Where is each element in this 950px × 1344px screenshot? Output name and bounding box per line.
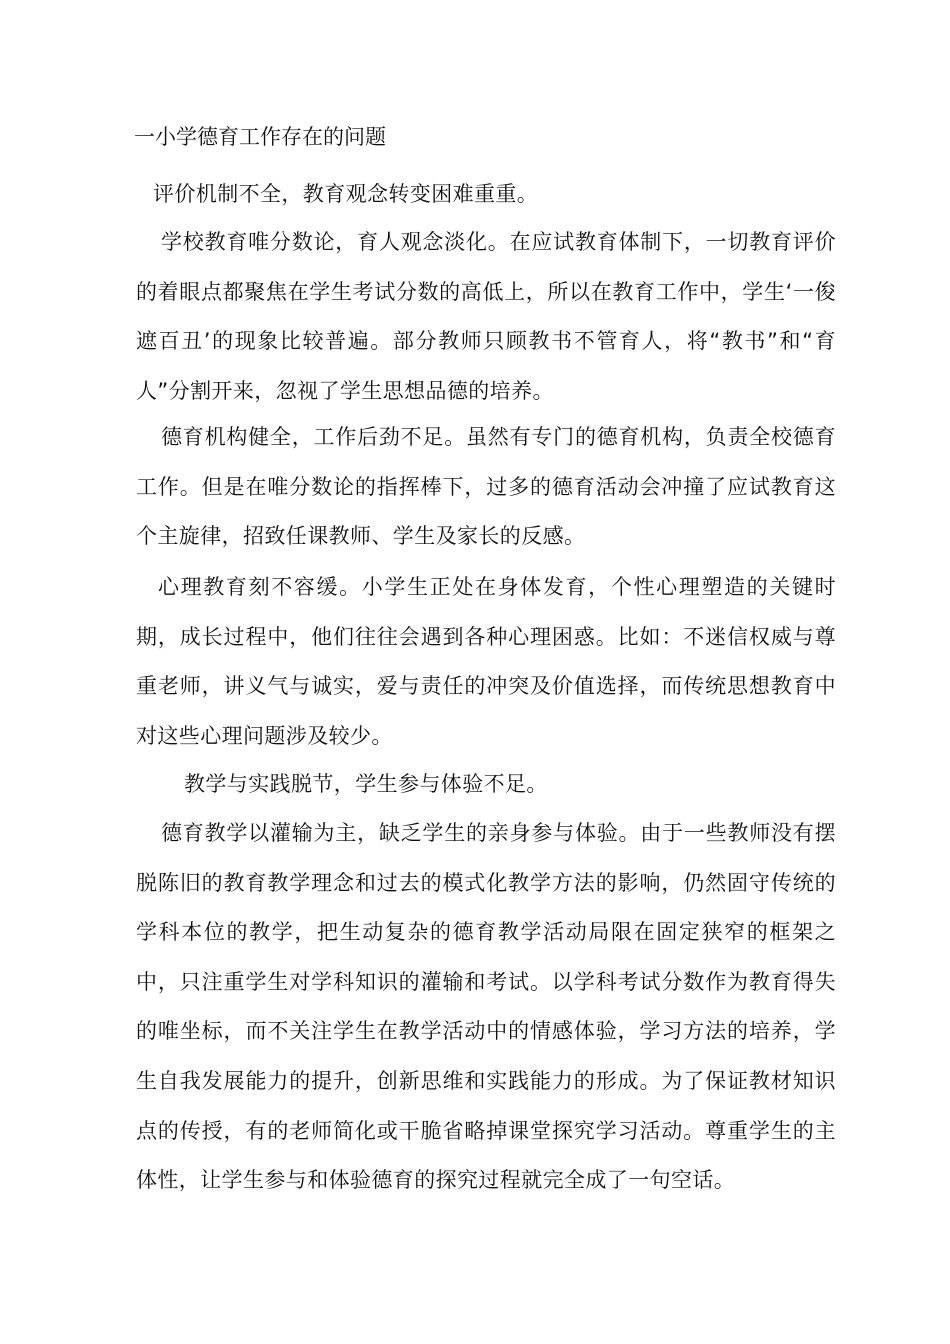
paragraph-practice-subheading: 教学与实践脱节，学生参与体验不足。 [184, 772, 548, 796]
section-heading: 一小学德育工作存在的问题 [134, 125, 386, 149]
paragraph-score-only: 学校教育唯分数论，育人观念淡化。在应试教育体制下，一切教育评价的着眼点都聚焦在学生考试分数的高低上，所以在教育工作中，学生‘一俊遮百丑’的现象比较普遍。部分教师只顾教书不管育人，将“教书”和“育人”分割开来，忽视了学生思想品德的培养。 [136, 230, 836, 403]
paragraph-moral-institution: 德育机构健全，工作后劲不足。虽然有专门的德育机构，负责全校德育工作。但是在唯分数论的指挥棒下，过多的德育活动会冲撞了应试教育这个主旋律，招致任课教师、学生及家长的反感。 [136, 425, 836, 549]
paragraph-indoctrination: 德育教学以灌输为主，缺乏学生的亲身参与体验。由于一些教师没有摆脱陈旧的教育教学理念和过去的模式化教学方法的影响，仍然固守传统的学科本位的教学，把生动复杂的德育教学活动局限在固定狭窄的框架之中，只注重学生对学科知识的灌输和考试。以学科考试分数作为教育得失的唯坐标，而不关注学生在教学活动中的情感体验，学习方法的培养，学生自我发展能力的提升，创新思维和实践能力的形成。为了保证教材知识点的传授，有的老师简化或干脆省略掉课堂探究学习活动。尊重学生的主体性，让学生参与和体验德育的探究过程就完全成了一句空话。 [136, 821, 836, 1193]
paragraph-evaluation-subheading: 评价机制不全，教育观念转变困难重重。 [153, 182, 539, 206]
paragraph-psychological-education: 心理教育刻不容缓。小学生正处在身体发育，个性心理塑造的关键时期，成长过程中，他们往往会遇到各种心理困惑。比如：不迷信权威与尊重老师，讲义气与诚实，爱与责任的冲突及价值选择，而传统思想教育中对这些心理问题涉及较少。 [136, 575, 836, 748]
